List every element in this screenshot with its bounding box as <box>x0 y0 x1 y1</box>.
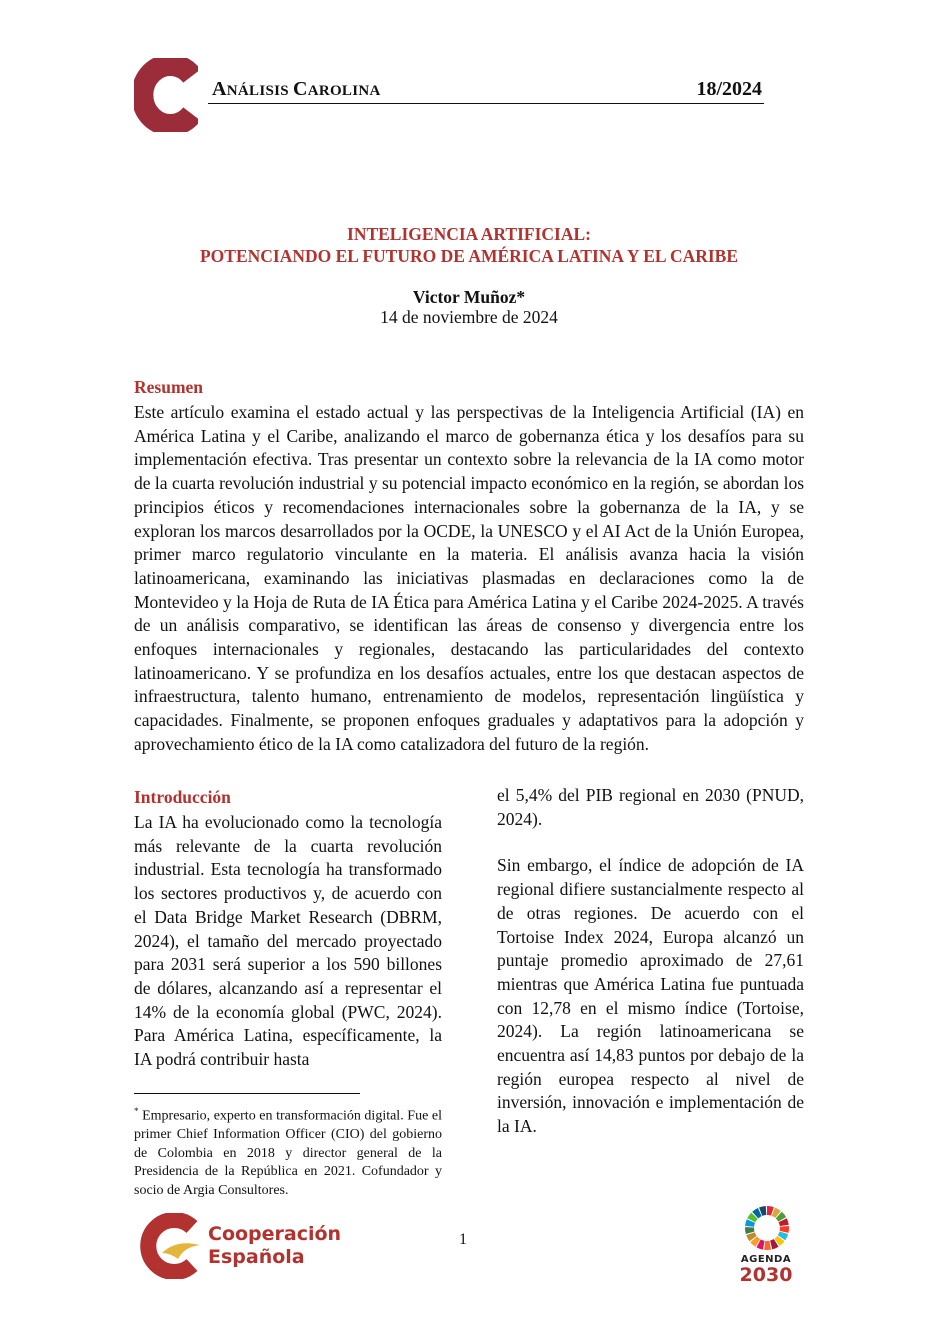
sdg-wheel-icon <box>744 1205 790 1251</box>
footnote-rule <box>134 1093 360 1094</box>
footnote-text: Empresario, experto en transformación digital. Fue el primer Chief Information Officer (CIO) del gobierno de Colombia en 2018 y director general de la Presidencia de la República en 2021. Cofundador y socio de Argia Consultores. <box>134 1108 442 1198</box>
intro-col2-para1: el 5,4% del PIB regional en 2030 (PNUD, 2024). <box>497 785 804 829</box>
abstract-text: Este artículo examina el estado actual y las perspectivas de la Inteligencia Artificial (IA) en América Latina y el Caribe, analizando el marco de gobernanza ética y los desafíos para su implementación efectiva. Tras presentar un contexto sobre la relevancia de la IA como motor de la cuarta revolución industrial y su potencial impacto económico en la región, se abordan los principios éticos y recomendaciones internacionales sobre la gobernanza de la IA, y se exploran los marcos desarrollados por la OCDE, la UNESCO y el AI Act de la Unión Europea, primer marco regulatorio vinculante en la materia. El análisis avanza hacia la visión latinoamericana, examinando las iniciativas plasmadas en declaraciones como la de Montevideo y la Hoja de Ruta de IA Ética para América Latina y el Caribe 2024-2025. A través de un análisis comparativo, se identifican las áreas de consenso y divergencia entre los enfoques internacionales y regionales, destacando las particularidades del contexto latinoamericano. Y se profundiza en los desafíos actuales, entre los que destacan aspectos de infraestructura, talento humano, entrenamiento de modelos, representación lingüística y capacidades. Finalmente, se proponen enfoques graduales y adaptativos para la adopción y aprovechamiento ético de la IA como catalizadora del futuro de la región. <box>134 402 804 754</box>
series-title: ANÁLISIS CAROLINA <box>212 78 381 100</box>
agenda-2030-logo <box>734 1254 798 1285</box>
intro-col2-para2: Sin embargo, el índice de adopción de IA regional difiere sustancialmente respecto al de otras regiones. De acuerdo con el Tortoise Index 2024, Europa alcanzó un puntaje promedio aproximado de 27,61 mientras que América Latina fue puntuada con 12,78 en el mismo índice (Tortoise, 2024). La región latinoamericana se encuentra así 14,83 puntos por debajo de la región europea respecto al nivel de inversión, innovación e implementación de la IA. <box>497 855 804 1137</box>
title-line-2: POTENCIANDO EL FUTURO DE AMÉRICA LATINA Y EL CARIBE <box>199 246 739 266</box>
title-line-1: INTELIGENCIA ARTIFICIAL: <box>347 224 591 244</box>
agenda-year: 2030 <box>739 1264 793 1286</box>
intro-column-2 <box>497 784 804 1139</box>
intro-col1-text: La IA ha evolucionado como la tecnología más relevante de la cuarta revolución industrial. Esta tecnología ha transformado los sectores productivos y, de acuerdo con el Data Bridge Market Research (DBRM, 2024), el tamaño del mercado proyectado para 2031 será superior a los 590 billones de dólares, alcanzando así a representar el 14% de la economía global (PWC, 2024). Para América Latina, específicamente, la IA podrá contribuir hasta <box>134 812 442 1070</box>
agenda-word: AGENDA <box>740 1254 792 1265</box>
author: Victor Muñoz* <box>412 287 526 307</box>
intro-column-1 <box>134 787 442 1072</box>
cooperacion-espanola-logo <box>138 1213 202 1279</box>
document-title <box>0 223 938 267</box>
carolina-logo <box>134 58 198 132</box>
abstract <box>134 377 804 757</box>
sdg-wheel-segment <box>780 1226 789 1233</box>
intro-heading: Introducción <box>134 787 231 807</box>
footnote <box>134 1102 442 1200</box>
sdg-wheel-segment <box>764 1241 771 1250</box>
header-rule <box>208 103 764 104</box>
issue-number: 18/2024 <box>696 78 762 100</box>
coop-line-2: Española <box>208 1246 305 1268</box>
footnote-marker: * <box>134 1106 139 1116</box>
page-number: 1 <box>459 1231 467 1248</box>
cooperacion-espanola-wordmark <box>208 1223 341 1269</box>
abstract-heading: Resumen <box>134 377 204 397</box>
coop-line-1: Cooperación <box>208 1223 342 1245</box>
date: 14 de noviembre de 2024 <box>380 307 558 327</box>
